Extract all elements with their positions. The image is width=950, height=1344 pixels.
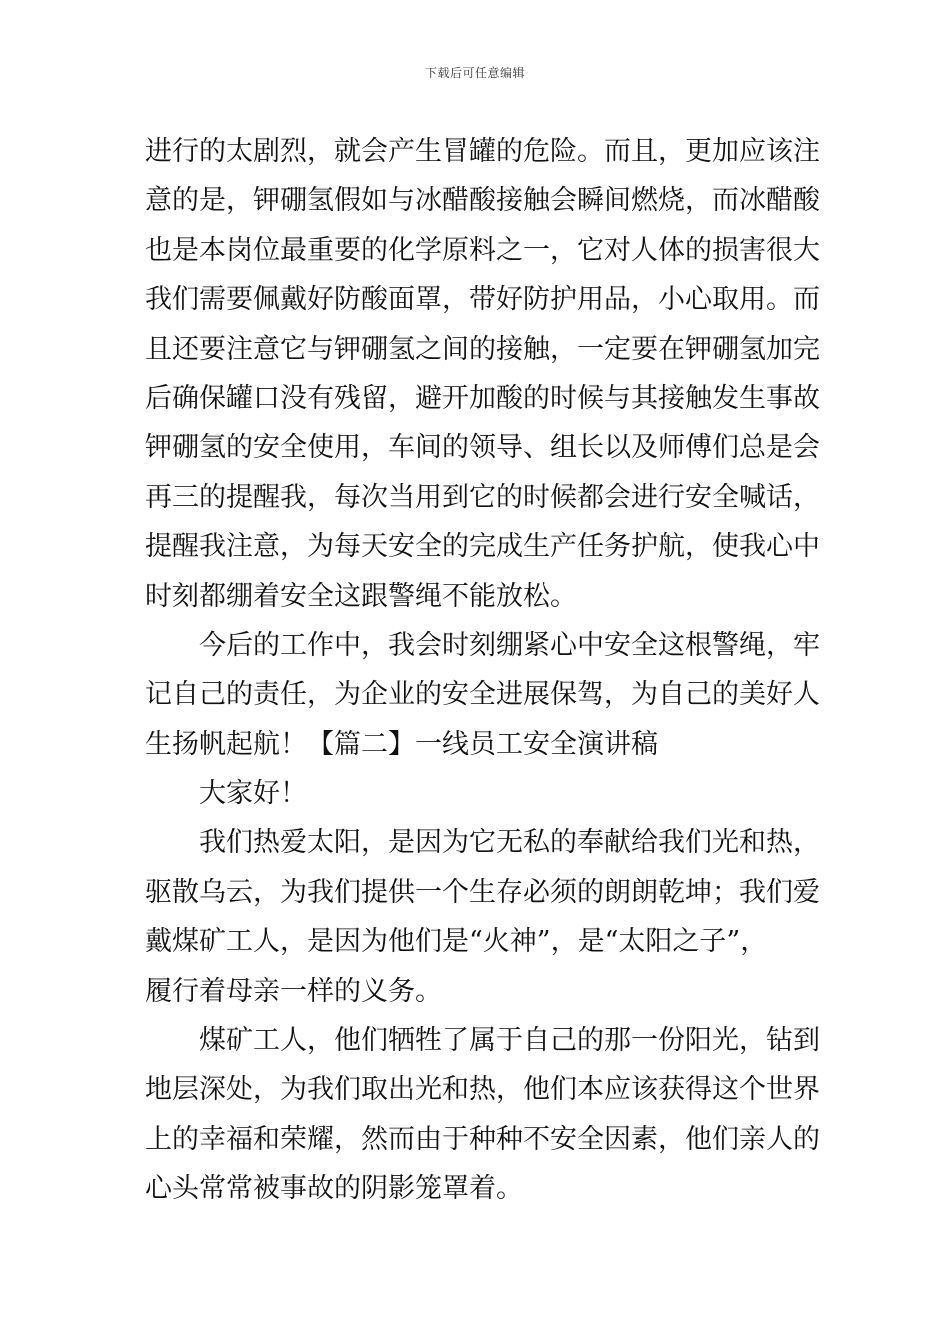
text-line: 时刻都绷着安全这跟警绳不能放松。 (145, 580, 577, 612)
page-header: 下载后可任意编辑 (424, 66, 525, 80)
text-line: 上的幸福和荣耀，然而由于种种不安全因素，他们亲人的 (145, 1123, 820, 1155)
paragraph-4 (145, 1016, 820, 1214)
text-line: 再三的提醒我，每次当用到它的时候都会进行安全喊话， (145, 481, 820, 513)
text-line: 也是本岗位最重要的化学原料之一，它对人体的损害很大 (145, 234, 820, 266)
text-line: 履行着母亲一样的义务。 (145, 975, 442, 1007)
text-line: 我们热爱太阳，是因为它无私的奉献给我们光和热， (199, 827, 820, 859)
paragraph-1 (145, 127, 820, 621)
text-line: 心头常常被事故的阴影笼罩着。 (145, 1173, 523, 1205)
text-line: 煤矿工人，他们牺牲了属于自己的那一份阳光，钻到 (199, 1025, 820, 1057)
text-line: 意的是，钾硼氢假如与冰醋酸接触会瞬间燃烧，而冰醋酸 (145, 185, 820, 217)
text-line: 进行的太剧烈，就会产生冒罐的危险。而且，更加应该注 (145, 136, 820, 167)
text-line: 驱散乌云，为我们提供一个生存必须的朗朗乾坤；我们爱 (145, 876, 820, 908)
text-line: 生扬帆起航！【篇二】一线员工安全演讲稿 (145, 728, 658, 760)
text-line: 今后的工作中，我会时刻绷紧心中安全这根警绳，牢 (199, 629, 820, 661)
text-line: 我们需要佩戴好防酸面罩，带好防护用品，小心取用。而 (145, 284, 820, 316)
paragraph-3 (145, 818, 820, 1016)
text-line: 大家好！ (199, 778, 307, 810)
text-line: 地层深处，为我们取出光和热，他们本应该获得这个世界 (145, 1074, 820, 1106)
text-line: 戴煤矿工人，是因为他们是“火神”，是“太阳之子”， (145, 926, 768, 958)
paragraph-greeting (145, 769, 809, 818)
text-line: 提醒我注意，为每天安全的完成生产任务护航，使我心中 (145, 531, 820, 563)
paragraph-2 (145, 621, 820, 769)
text-line: 钾硼氢的安全使用，车间的领导、组长以及师傅们总是会 (145, 432, 820, 464)
document-body (145, 127, 820, 1214)
text-line: 记自己的责任，为企业的安全进展保驾，为自己的美好人 (145, 679, 820, 711)
text-line: 且还要注意它与钾硼氢之间的接触，一定要在钾硼氢加完 (145, 333, 820, 365)
text-line: 后确保罐口没有残留，避开加酸的时候与其接触发生事故 (145, 382, 820, 414)
